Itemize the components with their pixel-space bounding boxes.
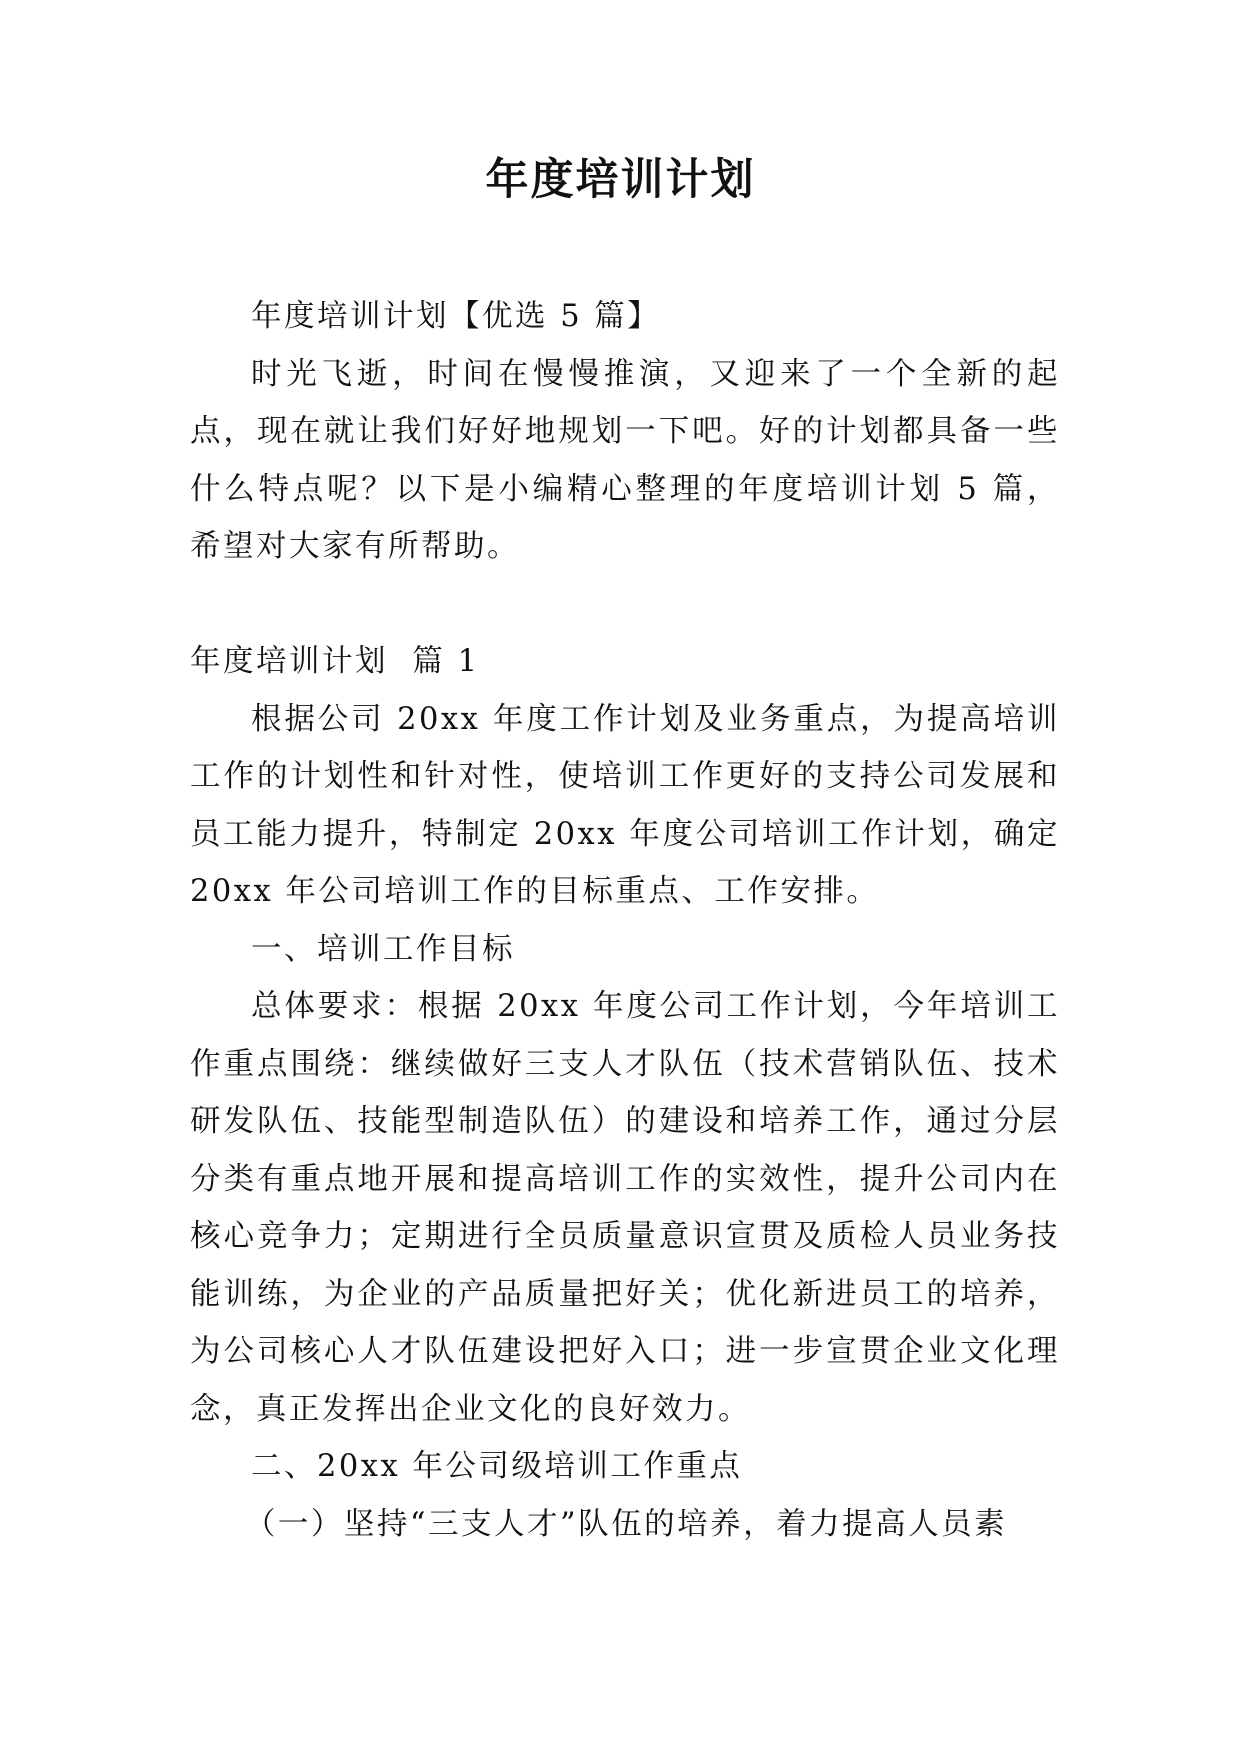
document-title: 年度培训计划 [485, 155, 756, 205]
paragraph-3: （一）坚持“三支人才”队伍的培养，着力提高人员素 [244, 1506, 1008, 1542]
document-body [190, 288, 1060, 1553]
subtitle: 年度培训计划【优选 5 篇】 [251, 299, 661, 334]
paragraph-1: 根据公司 20xx 年度工作计划及业务重点，为提高培训工作的计划性和针对性，使培训工作更好的支持公司发展和员工能力提升，特制定 20xx 年度公司培训工作计划，确定 20xx 年公司培训工作的目标重点、工作安排。 [190, 701, 1060, 909]
heading-goals: 一、培训工作目标 [251, 931, 515, 967]
paragraph-2: 总体要求：根据 20xx 年度公司工作计划，今年培训工作重点围绕：继续做好三支人才队伍（技术营销队伍、技术研发队伍、技能型制造队伍）的建设和培养工作，通过分层分类有重点地开展和提高培训工作的实效性，提升公司内在核心竞争力；定期进行全员质量意识宣贯及质检人员业务技能训练，为企业的产品质量把好关；优化新进员工的培养，为公司核心人才队伍建设把好入口；进一步宣贯企业文化理念，真正发挥出企业文化的良好效力。 [190, 989, 1060, 1427]
spacer [190, 576, 1060, 634]
section-heading: 年度培训计划 篇 1 [190, 644, 480, 679]
intro-paragraph: 时光飞逝，时间在慢慢推演，又迎来了一个全新的起点，现在就让我们好好地规划一下吧。好的计划都具备一些什么特点呢？以下是小编精心整理的年度培训计划 5 篇，希望对大家有所帮助。 [190, 356, 1060, 564]
heading-priorities: 二、20xx 年公司级培训工作重点 [251, 1449, 743, 1484]
